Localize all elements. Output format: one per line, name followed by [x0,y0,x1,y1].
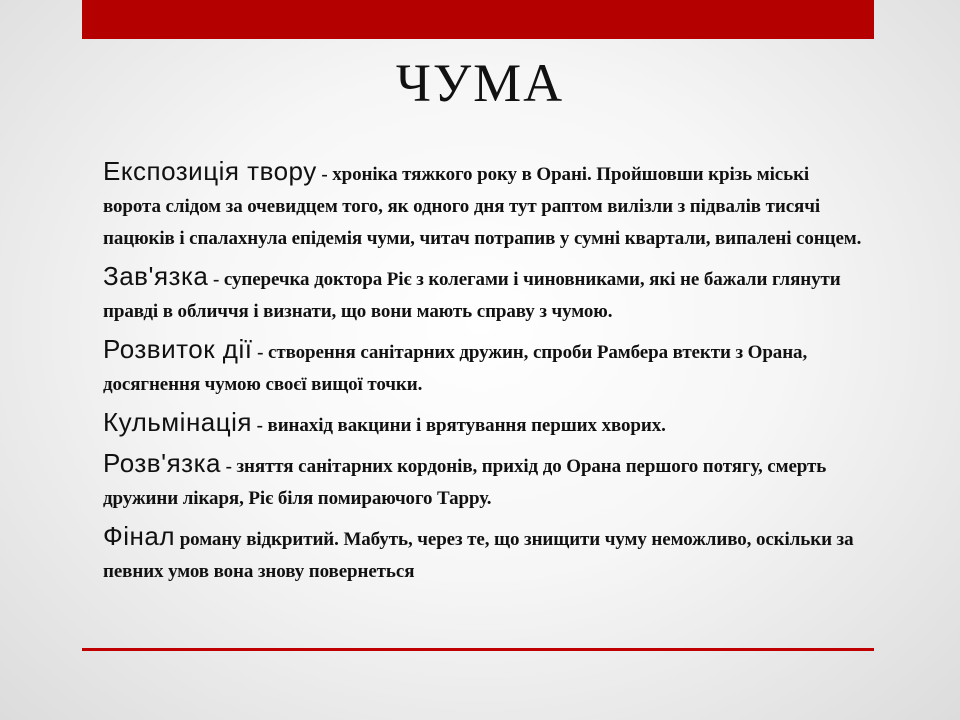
term-development: Розвиток дії [103,334,253,364]
paragraph-development [103,334,863,401]
slide-body [103,156,863,594]
desc-resolution: - зняття санітарних кордонів, прихід до Орана першого потягу, смерть дружини лікаря, Ріє біля помираючого Тарру. [103,456,827,509]
term-resolution: Розв'язка [103,448,221,478]
term-plot-start: Зав'язка [103,261,209,291]
bottom-divider-line [82,648,874,651]
slide-title: ЧУМА [395,53,565,113]
paragraph-climax [103,407,863,442]
term-finale: Фінал [103,521,176,551]
paragraph-plot-start [103,261,863,328]
term-climax: Кульмінація [103,407,253,437]
desc-finale: роману відкритий. Мабуть, через те, що знищити чуму неможливо, оскільки за певних умов вона знову повернеться [103,529,854,582]
paragraph-exposition [103,156,863,255]
paragraph-finale [103,521,863,588]
desc-exposition: - хроніка тяжкого року в Орані. Пройшовши крізь міські ворота слідом за очевидцем того, як одного дня тут раптом вилізли з підвалів тисячі пацюків і спалахнула епідемія чуми, читач потрапив у сумні квартали, випалені сонцем. [103,164,862,249]
desc-climax: - винахід вакцини і врятування перших хворих. [252,415,666,436]
desc-development: - створення санітарних дружин, спроби Рамбера втекти з Орана, досягнення чумою своєї вищої точки. [103,342,808,395]
top-accent-bar [82,0,874,39]
paragraph-resolution [103,448,863,515]
term-exposition: Експозиція твору [103,156,317,186]
desc-plot-start: - суперечка доктора Ріє з колегами і чиновниками, які не бажали глянути правді в обличчя і визнати, що вони мають справу з чумою. [103,269,841,322]
